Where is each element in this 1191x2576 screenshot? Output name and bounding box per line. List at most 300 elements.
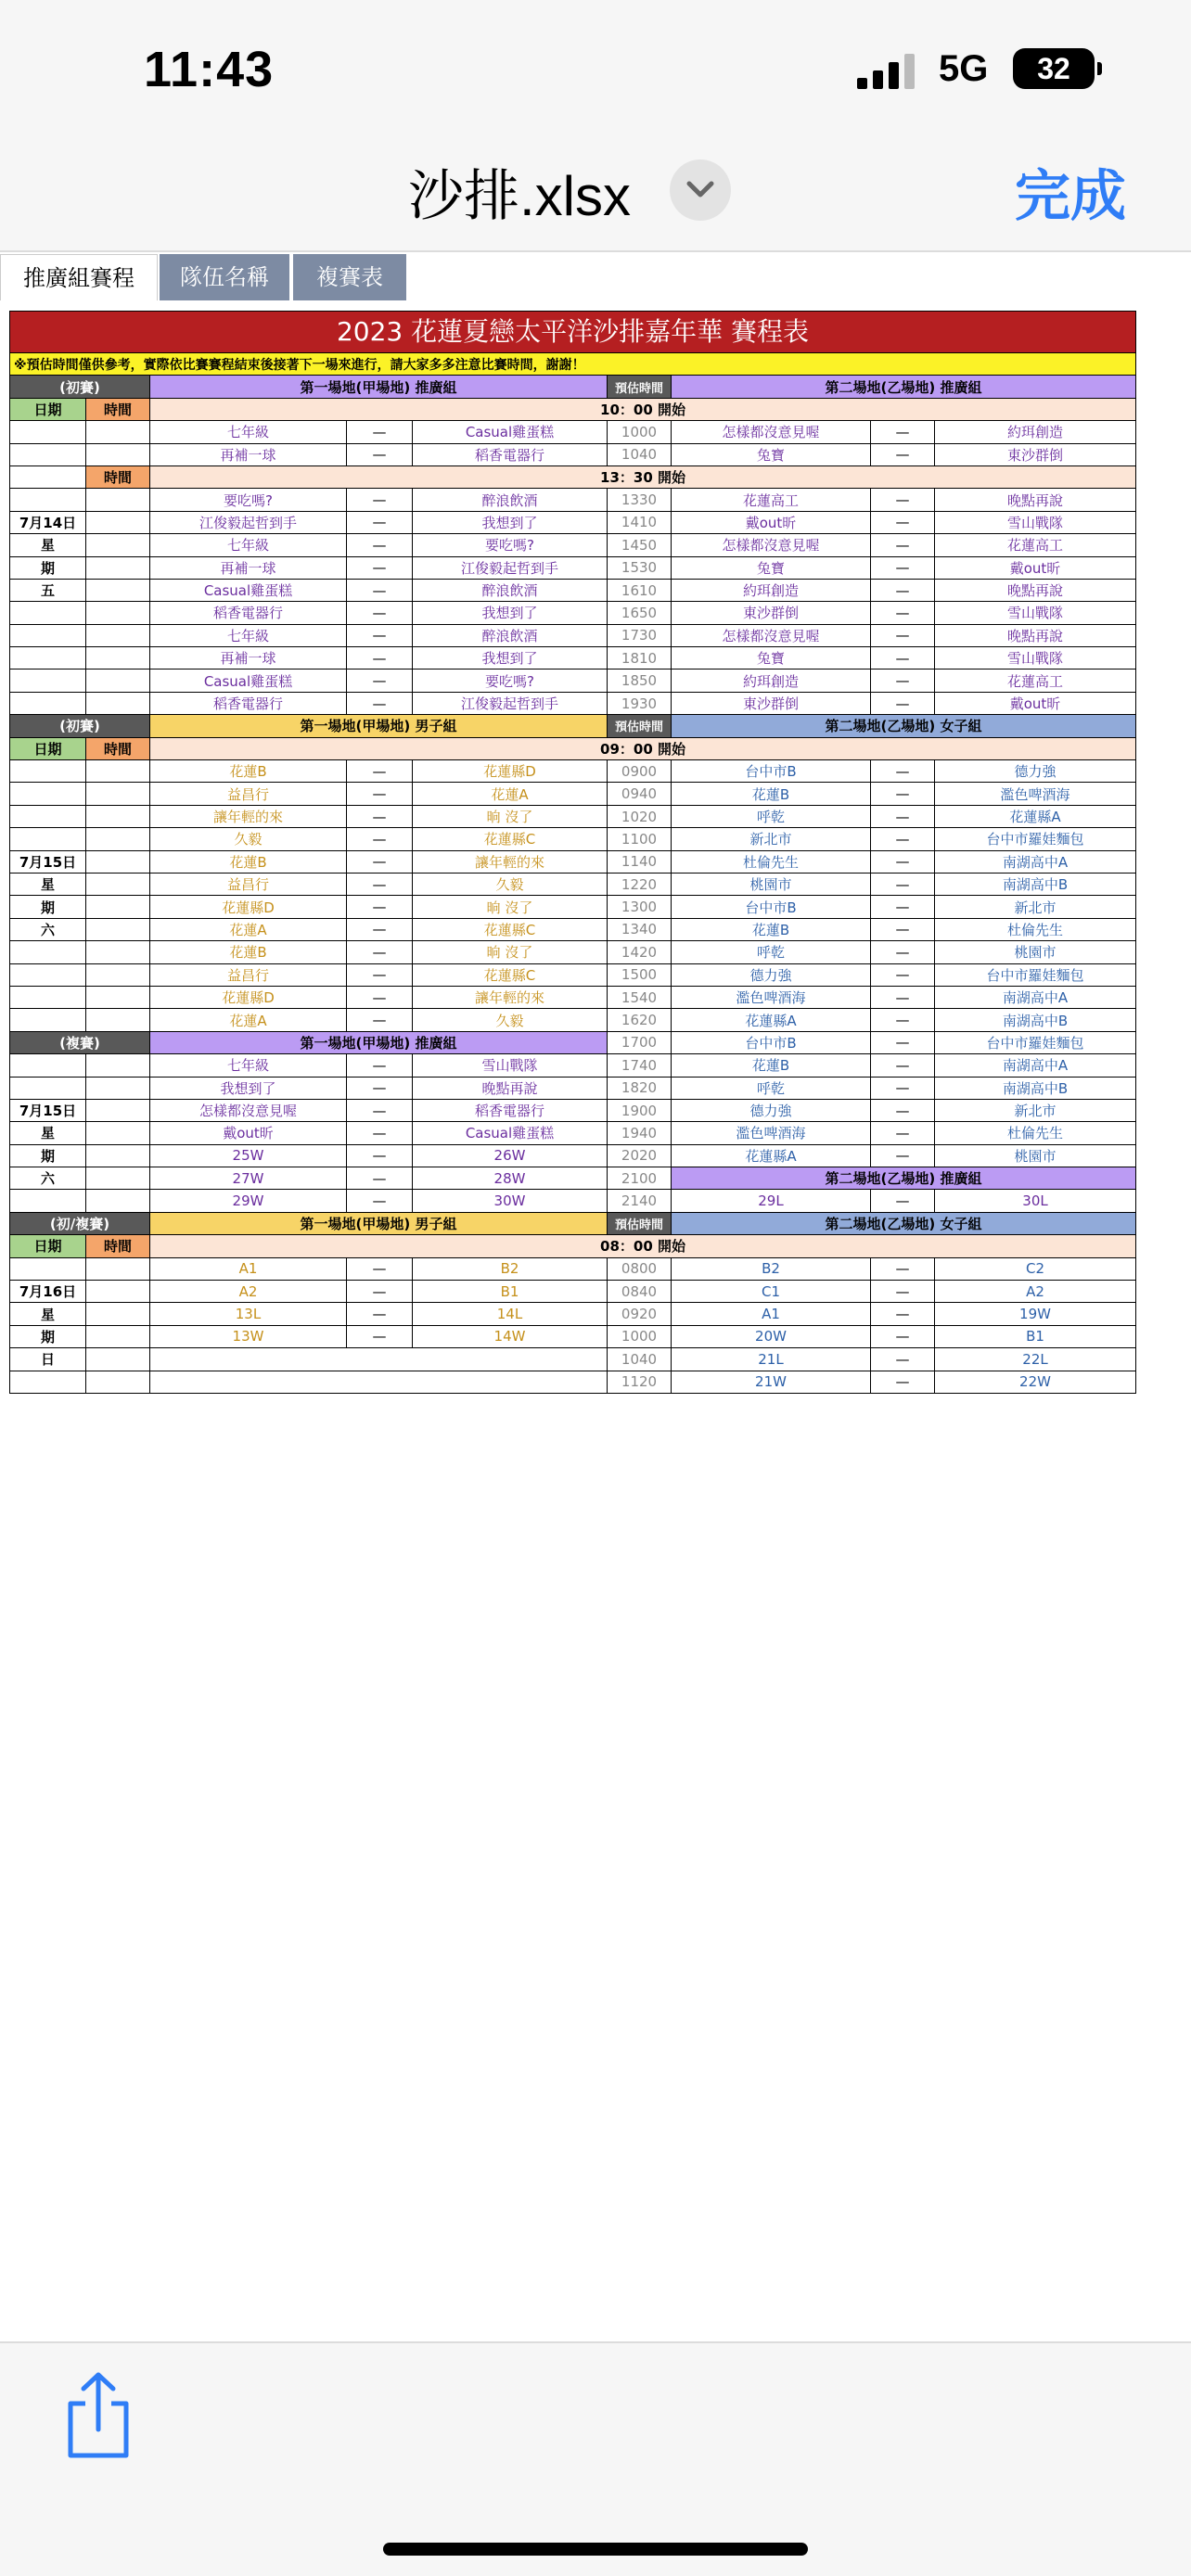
court-1-team-b[interactable]: 要吃嗎? <box>413 670 608 692</box>
est-time[interactable]: 2020 <box>608 1144 672 1167</box>
court-1-team-b[interactable]: 晌 沒了 <box>413 805 608 827</box>
est-time[interactable]: 1300 <box>608 896 672 918</box>
court-2-team-b[interactable]: 新北市 <box>935 896 1136 918</box>
court-1-team-b[interactable]: 花蓮縣C <box>413 828 608 850</box>
est-time[interactable]: 1820 <box>608 1077 672 1099</box>
court-2-vs[interactable]: — <box>871 647 935 670</box>
est-time[interactable]: 0800 <box>608 1257 672 1280</box>
court-1-team-b[interactable]: 久毅 <box>413 873 608 895</box>
est-time[interactable]: 1530 <box>608 556 672 579</box>
start-time[interactable]: 13：30 開始 <box>150 465 1136 488</box>
est-time[interactable]: 1410 <box>608 511 672 533</box>
date-cell[interactable]: 7月15日 <box>10 1099 86 1121</box>
court-2-team-b[interactable]: 台中市羅娃麵包 <box>935 963 1136 986</box>
time-cell[interactable] <box>86 1257 150 1280</box>
court-2-team-a[interactable]: 花蓮縣A <box>672 1144 871 1167</box>
court-2-team-a[interactable]: 新北市 <box>672 828 871 850</box>
court-1-team-b[interactable]: 久毅 <box>413 1009 608 1031</box>
date-cell[interactable]: 六 <box>10 918 86 940</box>
court-1-team-a[interactable]: 花蓮縣D <box>150 896 347 918</box>
date-cell[interactable] <box>10 1054 86 1077</box>
time-cell[interactable] <box>86 1281 150 1303</box>
court-2-team-b[interactable]: 桃園市 <box>935 1144 1136 1167</box>
court-2-team-b[interactable]: 桃園市 <box>935 941 1136 963</box>
date-cell[interactable] <box>10 1077 86 1099</box>
court-1-vs[interactable]: — <box>347 1190 413 1212</box>
time-cell[interactable] <box>86 1054 150 1077</box>
section-label[interactable]: (初賽) <box>10 376 150 398</box>
court-2-team-a[interactable]: 花蓮B <box>672 783 871 805</box>
court-2-team-a[interactable]: 花蓮縣A <box>672 1009 871 1031</box>
court-1-team-a[interactable]: 花蓮B <box>150 941 347 963</box>
court-2-team-a[interactable]: 花蓮B <box>672 1054 871 1077</box>
time-cell[interactable] <box>86 1348 150 1371</box>
court-1-vs[interactable]: — <box>347 421 413 443</box>
time-cell[interactable] <box>86 1144 150 1167</box>
court-1-vs[interactable]: — <box>347 918 413 940</box>
court-1-team-b[interactable]: 讓年輕的來 <box>413 850 608 873</box>
court-1-team-a[interactable]: 讓年輕的來 <box>150 805 347 827</box>
court-1-empty[interactable] <box>150 1348 608 1371</box>
court-2-vs[interactable]: — <box>871 1009 935 1031</box>
court-1-team-a[interactable]: 七年級 <box>150 534 347 556</box>
court-1-vs[interactable]: — <box>347 1054 413 1077</box>
court-2-team-b[interactable]: 19W <box>935 1303 1136 1325</box>
court-1-vs[interactable]: — <box>347 443 413 465</box>
date-cell[interactable] <box>10 692 86 714</box>
est-time[interactable]: 0900 <box>608 760 672 783</box>
court-2-team-b[interactable]: 濫色啤酒海 <box>935 783 1136 805</box>
date-cell[interactable]: 7月16日 <box>10 1281 86 1303</box>
court-2-team-a[interactable]: 約珥創造 <box>672 670 871 692</box>
section-label[interactable]: (複賽) <box>10 1031 150 1053</box>
court-1-team-b[interactable]: Casual雞蛋糕 <box>413 421 608 443</box>
date-cell[interactable] <box>10 805 86 827</box>
date-cell[interactable] <box>10 1009 86 1031</box>
court-1-team-a[interactable]: 怎樣都沒意見喔 <box>150 1099 347 1121</box>
est-time[interactable]: 1100 <box>608 828 672 850</box>
est-time-header[interactable]: 預估時間 <box>608 715 672 737</box>
court-2-team-a[interactable]: 台中市B <box>672 1031 871 1053</box>
time-cell[interactable] <box>86 624 150 646</box>
court-2-vs[interactable]: — <box>871 1348 935 1371</box>
court-2-team-b[interactable]: 南湖高中B <box>935 873 1136 895</box>
time-cell[interactable] <box>86 511 150 533</box>
court-2-team-b[interactable]: 晚點再說 <box>935 489 1136 511</box>
date-cell[interactable] <box>10 1190 86 1212</box>
court-1-team-a[interactable]: A2 <box>150 1281 347 1303</box>
tab-rematch-table[interactable]: 複賽表 <box>293 254 408 300</box>
court-2-team-a[interactable]: 桃園市 <box>672 873 871 895</box>
court-1-team-b[interactable]: 花蓮縣C <box>413 963 608 986</box>
time-cell[interactable] <box>86 692 150 714</box>
court-1-team-a[interactable]: 久毅 <box>150 828 347 850</box>
start-time[interactable]: 08：00 開始 <box>150 1235 1136 1257</box>
court-1-team-a[interactable]: 益昌行 <box>150 873 347 895</box>
court-2-vs[interactable]: — <box>871 783 935 805</box>
court-2-team-b[interactable]: 南湖高中A <box>935 1054 1136 1077</box>
court-2-team-b[interactable]: 台中市羅娃麵包 <box>935 828 1136 850</box>
court-1-team-b[interactable]: 醉浪飲酒 <box>413 624 608 646</box>
court-1-team-b[interactable]: 花蓮縣C <box>413 918 608 940</box>
court-2-team-b[interactable]: 南湖高中A <box>935 850 1136 873</box>
court-2-vs[interactable]: — <box>871 760 935 783</box>
time-cell[interactable] <box>86 896 150 918</box>
court-1-vs[interactable]: — <box>347 602 413 624</box>
court-2-header[interactable]: 第二場地(乙場地) 女子組 <box>672 1212 1136 1234</box>
court-1-team-a[interactable]: 25W <box>150 1144 347 1167</box>
time-cell[interactable] <box>86 1190 150 1212</box>
time-cell[interactable] <box>86 986 150 1008</box>
court-2-team-b[interactable]: 杜倫先生 <box>935 1122 1136 1144</box>
court-2-team-b[interactable]: 22W <box>935 1371 1136 1393</box>
court-2-vs[interactable]: — <box>871 692 935 714</box>
court-2-team-a[interactable]: 台中市B <box>672 896 871 918</box>
court-1-team-a[interactable]: 花蓮A <box>150 918 347 940</box>
est-time[interactable]: 1700 <box>608 1031 672 1053</box>
court-2-vs[interactable]: — <box>871 624 935 646</box>
court-2-header[interactable]: 第二場地(乙場地) 女子組 <box>672 715 1136 737</box>
court-2-team-b[interactable]: A2 <box>935 1281 1136 1303</box>
est-time[interactable]: 1040 <box>608 443 672 465</box>
date-cell[interactable] <box>10 783 86 805</box>
court-1-header[interactable]: 第一場地(甲場地) 男子組 <box>150 1212 608 1234</box>
court-1-team-a[interactable]: 再補一球 <box>150 556 347 579</box>
share-button[interactable] <box>63 2370 134 2463</box>
court-1-vs[interactable]: — <box>347 511 413 533</box>
court-1-vs[interactable]: — <box>347 647 413 670</box>
court-1-vs[interactable]: — <box>347 760 413 783</box>
court-2-vs[interactable]: — <box>871 1190 935 1212</box>
date-cell[interactable] <box>10 465 86 488</box>
court-1-team-b[interactable]: 14L <box>413 1303 608 1325</box>
court-2-vs[interactable]: — <box>871 602 935 624</box>
date-cell[interactable]: 期 <box>10 556 86 579</box>
time-cell[interactable] <box>86 647 150 670</box>
est-time[interactable]: 1120 <box>608 1371 672 1393</box>
time-cell[interactable] <box>86 556 150 579</box>
court-2-team-b[interactable]: C2 <box>935 1257 1136 1280</box>
court-1-team-a[interactable]: 13L <box>150 1303 347 1325</box>
court-1-team-a[interactable]: 戴out昕 <box>150 1122 347 1144</box>
est-time[interactable]: 1940 <box>608 1122 672 1144</box>
est-time[interactable]: 1000 <box>608 1325 672 1347</box>
section-label[interactable]: (初賽) <box>10 715 150 737</box>
court-2-team-a[interactable]: 兔寶 <box>672 443 871 465</box>
date-cell[interactable] <box>10 828 86 850</box>
date-header[interactable]: 日期 <box>10 1235 86 1257</box>
est-time[interactable]: 1220 <box>608 873 672 895</box>
court-1-vs[interactable]: — <box>347 624 413 646</box>
time-header[interactable]: 時間 <box>86 737 150 759</box>
court-1-vs[interactable]: — <box>347 1257 413 1280</box>
est-time[interactable]: 1810 <box>608 647 672 670</box>
court-1-team-b[interactable]: 14W <box>413 1325 608 1347</box>
date-cell[interactable]: 六 <box>10 1167 86 1190</box>
court-2-header[interactable]: 第二場地(乙場地) 推廣組 <box>672 376 1136 398</box>
court-1-team-b[interactable]: 花蓮縣D <box>413 760 608 783</box>
court-2-team-a[interactable]: 21W <box>672 1371 871 1393</box>
date-cell[interactable]: 星 <box>10 1303 86 1325</box>
court-1-team-a[interactable]: Casual雞蛋糕 <box>150 579 347 601</box>
time-cell[interactable] <box>86 1167 150 1190</box>
date-cell[interactable]: 星 <box>10 534 86 556</box>
time-cell[interactable] <box>86 489 150 511</box>
court-2-team-a[interactable]: 怎樣都沒意見喔 <box>672 534 871 556</box>
court-2-team-b[interactable]: 雪山戰隊 <box>935 602 1136 624</box>
court-1-vs[interactable]: — <box>347 941 413 963</box>
date-header[interactable]: 日期 <box>10 737 86 759</box>
court-2-team-b[interactable]: 台中市羅娃麵包 <box>935 1031 1136 1053</box>
est-time[interactable]: 1330 <box>608 489 672 511</box>
sheet-note[interactable]: ※預估時間僅供參考，實際依比賽賽程結束後接著下一場來進行，請大家多多注意比賽時間，謝謝！ <box>10 353 1136 376</box>
court-1-team-a[interactable]: 花蓮縣D <box>150 986 347 1008</box>
date-header[interactable]: 日期 <box>10 398 86 420</box>
start-time[interactable]: 09：00 開始 <box>150 737 1136 759</box>
time-header[interactable]: 時間 <box>86 465 150 488</box>
court-1-team-a[interactable]: Casual雞蛋糕 <box>150 670 347 692</box>
court-1-vs[interactable]: — <box>347 850 413 873</box>
court-2-vs[interactable]: — <box>871 805 935 827</box>
court-2-vs[interactable]: — <box>871 443 935 465</box>
court-2-team-a[interactable]: 花蓮高工 <box>672 489 871 511</box>
court-2-team-a[interactable]: 29L <box>672 1190 871 1212</box>
court-1-team-b[interactable]: 我想到了 <box>413 647 608 670</box>
court-2-team-b[interactable]: 花蓮高工 <box>935 670 1136 692</box>
court-2-vs[interactable]: — <box>871 579 935 601</box>
est-time[interactable]: 1610 <box>608 579 672 601</box>
date-cell[interactable]: 期 <box>10 1325 86 1347</box>
court-1-team-b[interactable]: 江俊毅起哲到手 <box>413 692 608 714</box>
court-1-team-b[interactable]: 28W <box>413 1167 608 1190</box>
court-1-team-b[interactable]: B1 <box>413 1281 608 1303</box>
est-time[interactable]: 1650 <box>608 602 672 624</box>
court-1-team-a[interactable]: 花蓮B <box>150 760 347 783</box>
time-cell[interactable] <box>86 1009 150 1031</box>
court-1-team-a[interactable]: 江俊毅起哲到手 <box>150 511 347 533</box>
court-1-vs[interactable]: — <box>347 670 413 692</box>
court-1-team-b[interactable]: Casual雞蛋糕 <box>413 1122 608 1144</box>
court-2-team-b[interactable]: 南湖高中B <box>935 1077 1136 1099</box>
court-2-team-a[interactable]: 兔寶 <box>672 556 871 579</box>
court-2-team-b[interactable]: 杜倫先生 <box>935 918 1136 940</box>
court-1-vs[interactable]: — <box>347 1281 413 1303</box>
court-1-team-b[interactable]: 稻香電器行 <box>413 1099 608 1121</box>
court-2-team-a[interactable]: B2 <box>672 1257 871 1280</box>
court-1-empty[interactable] <box>150 1371 608 1393</box>
start-time[interactable]: 10：00 開始 <box>150 398 1136 420</box>
court-2-team-a[interactable]: 呼乾 <box>672 805 871 827</box>
court-1-team-b[interactable]: B2 <box>413 1257 608 1280</box>
court-1-team-b[interactable]: 26W <box>413 1144 608 1167</box>
court-2-vs[interactable]: — <box>871 873 935 895</box>
date-cell[interactable]: 星 <box>10 1122 86 1144</box>
court-2-vs[interactable]: — <box>871 1031 935 1053</box>
done-button[interactable]: 完成 <box>1015 165 1126 227</box>
court-2-team-a[interactable]: 兔寶 <box>672 647 871 670</box>
court-2-team-b[interactable]: 雪山戰隊 <box>935 511 1136 533</box>
court-1-team-a[interactable]: 花蓮A <box>150 1009 347 1031</box>
court-1-team-a[interactable]: 27W <box>150 1167 347 1190</box>
date-cell[interactable] <box>10 489 86 511</box>
time-cell[interactable] <box>86 783 150 805</box>
est-time[interactable]: 1340 <box>608 918 672 940</box>
court-1-vs[interactable]: — <box>347 1099 413 1121</box>
time-cell[interactable] <box>86 1077 150 1099</box>
court-1-vs[interactable]: — <box>347 692 413 714</box>
court-2-header[interactable]: 第二場地(乙場地) 推廣組 <box>672 1167 1136 1190</box>
court-1-team-a[interactable]: 七年級 <box>150 1054 347 1077</box>
est-time[interactable]: 2100 <box>608 1167 672 1190</box>
court-1-vs[interactable]: — <box>347 986 413 1008</box>
court-2-team-a[interactable]: 怎樣都沒意見喔 <box>672 421 871 443</box>
est-time[interactable]: 1140 <box>608 850 672 873</box>
court-1-team-a[interactable]: 29W <box>150 1190 347 1212</box>
court-2-team-b[interactable]: 南湖高中A <box>935 986 1136 1008</box>
court-1-vs[interactable]: — <box>347 1144 413 1167</box>
court-2-team-a[interactable]: 濫色啤酒海 <box>672 1122 871 1144</box>
time-cell[interactable] <box>86 850 150 873</box>
est-time-header[interactable]: 預估時間 <box>608 1212 672 1234</box>
court-2-team-b[interactable]: 約珥創造 <box>935 421 1136 443</box>
time-cell[interactable] <box>86 1371 150 1393</box>
date-cell[interactable] <box>10 443 86 465</box>
court-1-vs[interactable]: — <box>347 873 413 895</box>
court-2-team-a[interactable]: 德力強 <box>672 963 871 986</box>
date-cell[interactable]: 期 <box>10 896 86 918</box>
court-2-vs[interactable]: — <box>871 1257 935 1280</box>
court-2-team-b[interactable]: 晚點再說 <box>935 624 1136 646</box>
court-2-team-b[interactable]: 雪山戰隊 <box>935 647 1136 670</box>
court-1-vs[interactable]: — <box>347 896 413 918</box>
court-2-team-b[interactable]: 南湖高中B <box>935 1009 1136 1031</box>
court-2-team-b[interactable]: B1 <box>935 1325 1136 1347</box>
court-2-vs[interactable]: — <box>871 1077 935 1099</box>
court-1-team-a[interactable]: 七年級 <box>150 624 347 646</box>
court-1-vs[interactable]: — <box>347 1325 413 1347</box>
court-2-team-b[interactable]: 東沙群倒 <box>935 443 1136 465</box>
court-2-team-a[interactable]: 怎樣都沒意見喔 <box>672 624 871 646</box>
time-cell[interactable] <box>86 1122 150 1144</box>
court-2-vs[interactable]: — <box>871 511 935 533</box>
court-1-vs[interactable]: — <box>347 1167 413 1190</box>
court-1-team-b[interactable]: 我想到了 <box>413 602 608 624</box>
est-time[interactable]: 1900 <box>608 1099 672 1121</box>
date-cell[interactable] <box>10 624 86 646</box>
document-title[interactable]: 沙排.xlsx <box>408 165 631 227</box>
date-cell[interactable]: 五 <box>10 579 86 601</box>
court-1-team-a[interactable]: 稻香電器行 <box>150 602 347 624</box>
est-time[interactable]: 1730 <box>608 624 672 646</box>
court-1-team-b[interactable]: 我想到了 <box>413 511 608 533</box>
date-cell[interactable]: 7月14日 <box>10 511 86 533</box>
est-time[interactable]: 1040 <box>608 1348 672 1371</box>
court-1-team-b[interactable]: 稻香電器行 <box>413 443 608 465</box>
court-2-vs[interactable]: — <box>871 896 935 918</box>
court-1-team-b[interactable]: 30W <box>413 1190 608 1212</box>
court-2-team-a[interactable]: 東沙群倒 <box>672 602 871 624</box>
date-cell[interactable] <box>10 602 86 624</box>
date-cell[interactable] <box>10 647 86 670</box>
court-2-team-a[interactable]: 花蓮B <box>672 918 871 940</box>
court-2-vs[interactable]: — <box>871 1281 935 1303</box>
court-1-vs[interactable]: — <box>347 534 413 556</box>
court-1-team-b[interactable]: 讓年輕的來 <box>413 986 608 1008</box>
court-1-team-a[interactable]: 再補一球 <box>150 443 347 465</box>
tab-team-names[interactable]: 隊伍名稱 <box>160 254 291 300</box>
time-header[interactable]: 時間 <box>86 1235 150 1257</box>
court-2-team-b[interactable]: 戴out昕 <box>935 692 1136 714</box>
court-1-header[interactable]: 第一場地(甲場地) 推廣組 <box>150 1031 608 1053</box>
est-time[interactable]: 0940 <box>608 783 672 805</box>
time-cell[interactable] <box>86 963 150 986</box>
court-2-team-a[interactable]: 約珥創造 <box>672 579 871 601</box>
court-2-team-a[interactable]: C1 <box>672 1281 871 1303</box>
time-cell[interactable] <box>86 670 150 692</box>
est-time[interactable]: 0840 <box>608 1281 672 1303</box>
sheet-title[interactable]: 2023 花蓮夏戀太平洋沙排嘉年華 賽程表 <box>10 312 1136 353</box>
date-cell[interactable] <box>10 986 86 1008</box>
date-cell[interactable] <box>10 963 86 986</box>
est-time[interactable]: 1450 <box>608 534 672 556</box>
court-1-vs[interactable]: — <box>347 963 413 986</box>
court-1-vs[interactable]: — <box>347 1122 413 1144</box>
est-time[interactable]: 1500 <box>608 963 672 986</box>
court-2-vs[interactable]: — <box>871 1303 935 1325</box>
court-2-team-a[interactable]: 杜倫先生 <box>672 850 871 873</box>
section-label[interactable]: (初/複賽) <box>10 1212 150 1234</box>
est-time[interactable]: 1620 <box>608 1009 672 1031</box>
time-cell[interactable] <box>86 918 150 940</box>
time-cell[interactable] <box>86 1325 150 1347</box>
court-1-team-b[interactable]: 醉浪飲酒 <box>413 579 608 601</box>
court-1-team-a[interactable]: 再補一球 <box>150 647 347 670</box>
time-header[interactable]: 時間 <box>86 398 150 420</box>
court-2-vs[interactable]: — <box>871 1325 935 1347</box>
title-menu-button[interactable] <box>670 159 731 221</box>
court-1-header[interactable]: 第一場地(甲場地) 推廣組 <box>150 376 608 398</box>
est-time[interactable]: 1740 <box>608 1054 672 1077</box>
court-1-team-b[interactable]: 花蓮A <box>413 783 608 805</box>
court-2-team-a[interactable]: 20W <box>672 1325 871 1347</box>
court-1-team-b[interactable]: 晌 沒了 <box>413 941 608 963</box>
court-2-vs[interactable]: — <box>871 850 935 873</box>
court-1-vs[interactable]: — <box>347 1009 413 1031</box>
court-1-vs[interactable]: — <box>347 805 413 827</box>
date-cell[interactable]: 日 <box>10 1348 86 1371</box>
court-1-team-a[interactable]: 稻香電器行 <box>150 692 347 714</box>
est-time[interactable]: 1540 <box>608 986 672 1008</box>
court-2-team-a[interactable]: 東沙群倒 <box>672 692 871 714</box>
date-cell[interactable] <box>10 941 86 963</box>
court-2-team-a[interactable]: 呼乾 <box>672 941 871 963</box>
court-2-team-b[interactable]: 晚點再說 <box>935 579 1136 601</box>
date-cell[interactable] <box>10 760 86 783</box>
court-2-vs[interactable]: — <box>871 421 935 443</box>
court-2-vs[interactable]: — <box>871 670 935 692</box>
est-time[interactable]: 1420 <box>608 941 672 963</box>
time-cell[interactable] <box>86 1099 150 1121</box>
court-2-vs[interactable]: — <box>871 1054 935 1077</box>
court-2-vs[interactable]: — <box>871 1144 935 1167</box>
court-2-vs[interactable]: — <box>871 534 935 556</box>
time-cell[interactable] <box>86 760 150 783</box>
est-time[interactable]: 1000 <box>608 421 672 443</box>
time-cell[interactable] <box>86 579 150 601</box>
court-2-team-b[interactable]: 30L <box>935 1190 1136 1212</box>
court-2-team-a[interactable]: 濫色啤酒海 <box>672 986 871 1008</box>
court-1-team-a[interactable]: 要吃嗎? <box>150 489 347 511</box>
